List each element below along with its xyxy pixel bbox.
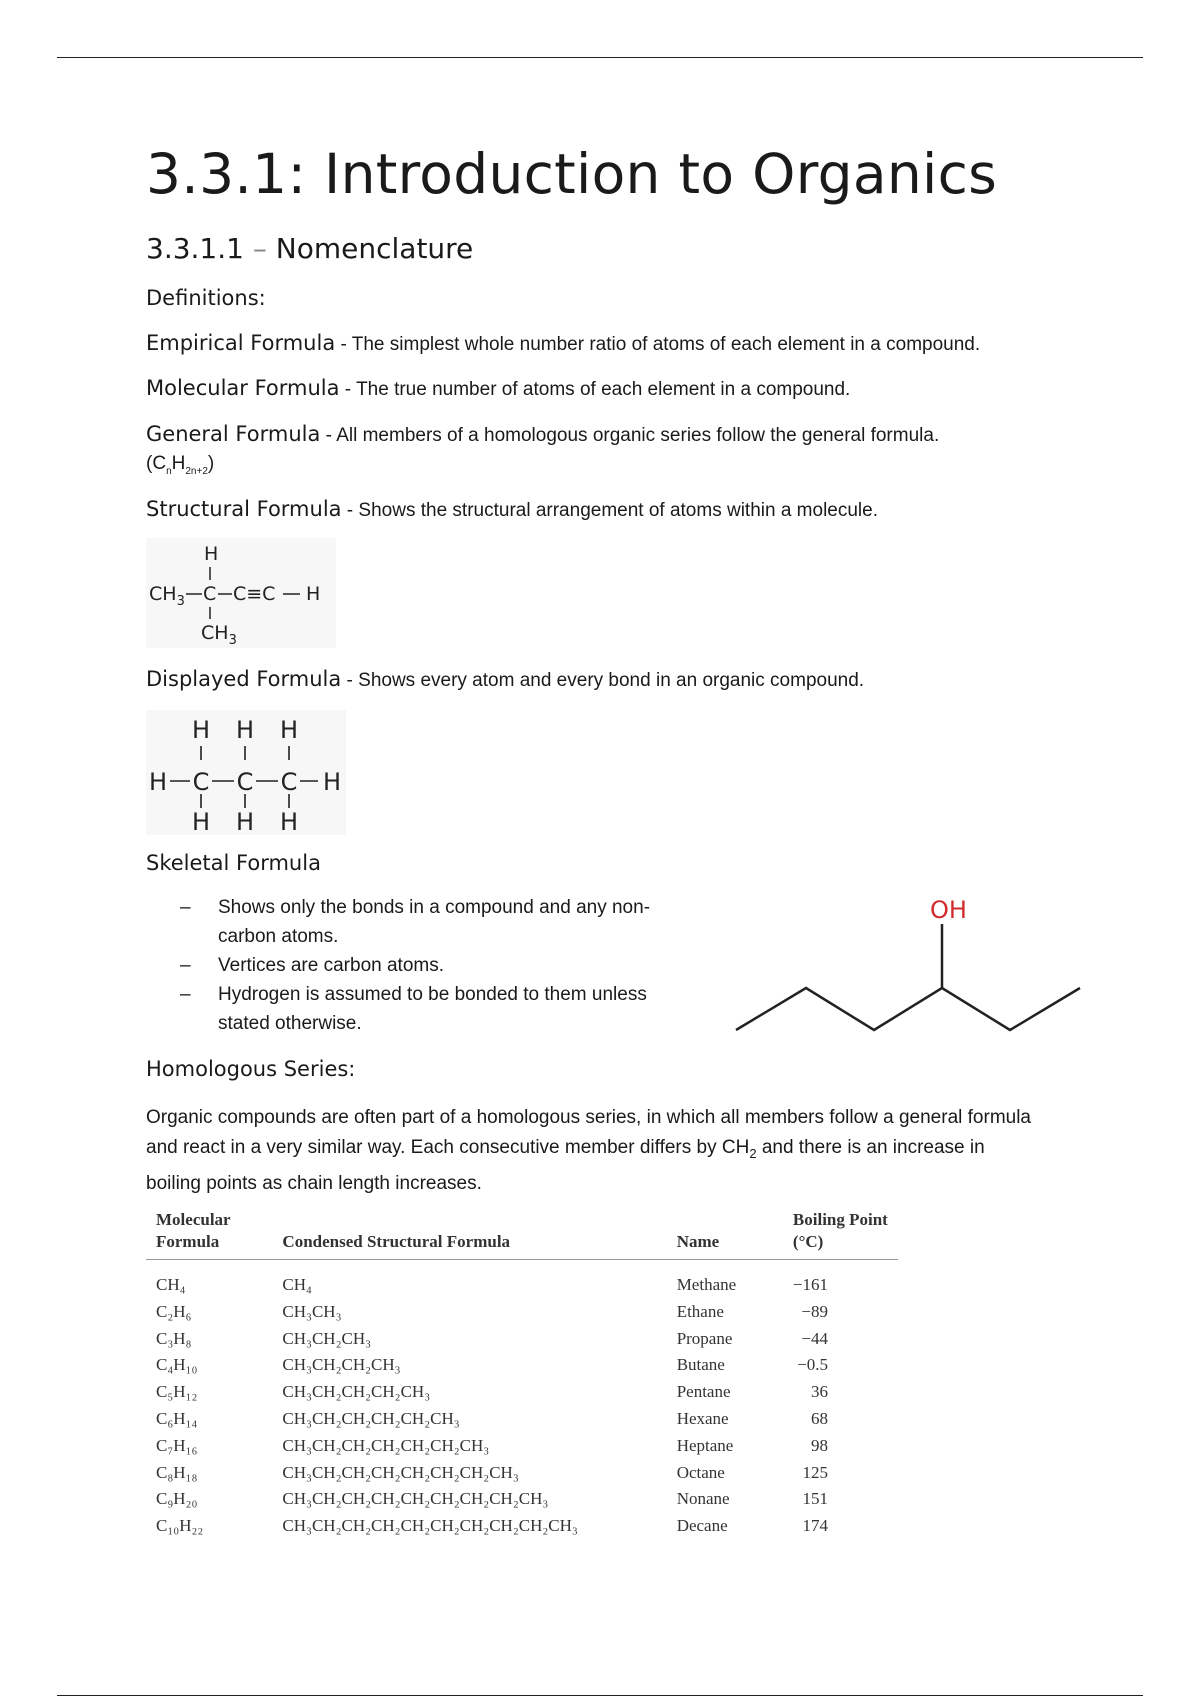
cell-molecular: C₇H₁₆ — [156, 1435, 198, 1455]
section-heading — [146, 232, 473, 265]
cell-condensed: CH₃CH₂CH₃ — [282, 1328, 372, 1348]
atom-h: H — [279, 716, 299, 744]
paragraph-text: Organic compounds are often part of a homologous series, in which all members follow a general formula and react in a very similar way. Each consecutive member differs by CH — [146, 1107, 1032, 1158]
skeletal-heading: Skeletal Formula — [146, 851, 321, 875]
cell-boiling-point: 174 — [802, 1516, 828, 1536]
cell-boiling-point: −161 — [792, 1275, 828, 1294]
cell-condensed: CH₄ — [282, 1275, 312, 1294]
homologous-heading: Homologous Series: — [146, 1057, 356, 1081]
definition-desc: The true number of atoms of each element in a compound. — [356, 379, 851, 400]
formula-sub: 2n+2 — [185, 465, 208, 477]
carbon-chain — [736, 988, 1080, 1030]
cell-name: Heptane — [676, 1435, 734, 1455]
cell-condensed: CH₃CH₃ — [282, 1301, 342, 1321]
bullet-text: Hydrogen is assumed to be bonded to them unless stated otherwise. — [218, 984, 647, 1034]
table-row — [146, 1406, 898, 1433]
cell-name: Octane — [676, 1462, 725, 1482]
section-dash: – — [252, 232, 267, 265]
cell-condensed: CH₃CH₂CH₂CH₃ — [282, 1355, 401, 1375]
atom-sub: 3 — [176, 594, 185, 609]
definition-desc: Shows every atom and every bond in an organic compound. — [358, 670, 865, 691]
atom-ch: CH — [149, 583, 177, 605]
table-row — [146, 1352, 898, 1379]
paragraph-text: and there is an increase in boiling points as chain length increases. — [146, 1137, 985, 1194]
skeletal-formula-diagram — [730, 890, 1090, 1040]
cell-name: Decane — [676, 1516, 728, 1536]
cell-name: Butane — [676, 1355, 725, 1375]
table-row — [146, 1299, 898, 1326]
bullet-text: Vertices are carbon atoms. — [218, 955, 444, 976]
cell-boiling-point: −44 — [801, 1328, 828, 1348]
displayed-formula-diagram — [146, 710, 346, 835]
atom-h: H — [235, 808, 255, 835]
cell-name: Nonane — [676, 1489, 730, 1509]
cell-condensed: CH₃CH₂CH₂CH₂CH₂CH₃ — [282, 1408, 460, 1428]
cell-condensed: CH₃CH₂CH₂CH₂CH₂CH₂CH₂CH₃ — [282, 1462, 519, 1482]
table-row — [146, 1433, 898, 1460]
atom-h: H — [322, 768, 342, 796]
cell-boiling-point: 98 — [811, 1435, 828, 1455]
cell-molecular: C₆H₁₄ — [156, 1408, 198, 1428]
definition-sep: - — [341, 670, 359, 691]
cell-molecular: C₂H₆ — [156, 1301, 192, 1321]
bullet-mark: – — [180, 984, 191, 1005]
cell-name: Propane — [676, 1328, 733, 1348]
table-row — [146, 1379, 898, 1406]
cell-boiling-point: −0.5 — [797, 1355, 828, 1375]
table-header-row — [146, 1205, 898, 1260]
atom-c: C — [236, 768, 254, 796]
cell-molecular: CH₄ — [156, 1275, 186, 1294]
atom-c: C — [280, 768, 298, 796]
cell-molecular: C₅H₁₂ — [156, 1382, 198, 1402]
definition-sep: - — [339, 379, 357, 400]
cell-condensed: CH₃CH₂CH₂CH₂CH₂CH₂CH₃ — [282, 1435, 490, 1455]
definitions-heading: Definitions: — [146, 286, 266, 310]
bullet-mark: – — [180, 897, 191, 918]
definition-desc: Shows the structural arrangement of atoms within a molecule. — [358, 500, 878, 521]
table-body — [146, 1260, 898, 1540]
definition-molecular — [146, 375, 1066, 403]
header-name: Name — [667, 1205, 783, 1260]
atom-sub: 3 — [228, 633, 237, 648]
definition-sep: - — [341, 500, 359, 521]
formula-open: (C — [146, 453, 167, 474]
definition-structural — [146, 496, 1066, 524]
table-row — [146, 1326, 898, 1353]
paragraph-sub: 2 — [749, 1145, 757, 1161]
cell-condensed: CH₃CH₂CH₂CH₂CH₂CH₂CH₂CH₂CH₂CH₃ — [282, 1516, 578, 1536]
atom-c-center: C — [203, 583, 217, 605]
atom-ch: CH — [201, 622, 229, 644]
list-item — [180, 980, 700, 1038]
cell-molecular: C₄H₁₀ — [156, 1355, 198, 1375]
definition-desc: The simplest whole number ratio of atoms of each element in a compound. — [351, 334, 981, 355]
cell-molecular: C₁₀H₂₂ — [156, 1516, 204, 1536]
definition-desc: All members of a homologous organic series follow the general formula. — [336, 425, 940, 446]
cell-boiling-point: 125 — [802, 1462, 828, 1482]
bullet-text: Shows only the bonds in a compound and any non-carbon atoms. — [218, 897, 651, 947]
cell-name: Ethane — [676, 1301, 724, 1321]
definition-term: Empirical Formula — [146, 331, 336, 355]
cell-name: Pentane — [676, 1382, 731, 1402]
page-title: 3.3.1: Introduction to Organics — [146, 142, 998, 206]
table-row — [146, 1486, 898, 1513]
cell-boiling-point: −89 — [801, 1301, 828, 1321]
definition-sep: - — [320, 425, 337, 446]
bullet-mark: – — [180, 955, 191, 976]
cell-boiling-point: 68 — [811, 1408, 828, 1428]
cell-boiling-point: 151 — [802, 1489, 828, 1509]
definition-displayed — [146, 666, 1066, 694]
atom-h: H — [148, 768, 168, 796]
definition-sep: - — [335, 334, 352, 355]
cell-boiling-point: 36 — [811, 1382, 828, 1402]
formula-close: ) — [207, 453, 215, 474]
oh-label: OH — [930, 896, 967, 924]
definition-term: Molecular Formula — [146, 376, 340, 400]
section-number: 3.3.1.1 — [146, 232, 244, 265]
table-row — [146, 1513, 898, 1540]
atom-triple-bond: C≡C — [233, 583, 276, 605]
definition-term: Structural Formula — [146, 497, 342, 521]
header-boiling-point: Boiling Point (°C) — [783, 1205, 898, 1260]
atom-h: H — [279, 808, 299, 835]
homologous-paragraph — [146, 1103, 1036, 1199]
cell-molecular: C₉H₂₀ — [156, 1489, 198, 1509]
formula-h: H — [171, 453, 186, 474]
definition-term: Displayed Formula — [146, 667, 342, 691]
table-row — [146, 1260, 898, 1299]
cell-name: Methane — [676, 1275, 737, 1294]
general-formula — [146, 453, 215, 477]
cell-name: Hexane — [676, 1408, 729, 1428]
bottom-rule — [57, 1695, 1143, 1696]
atom-h: H — [191, 808, 211, 835]
section-name: Nomenclature — [275, 232, 474, 265]
cell-condensed: CH₃CH₂CH₂CH₂CH₂CH₂CH₂CH₂CH₃ — [282, 1489, 549, 1509]
header-condensed: Condensed Structural Formula — [272, 1205, 666, 1260]
homologous-table — [146, 1205, 898, 1540]
header-molecular: Molecular Formula — [146, 1205, 272, 1260]
atom-c: C — [192, 768, 210, 796]
structural-formula-diagram — [146, 538, 336, 648]
cell-molecular: C₃H₈ — [156, 1328, 192, 1348]
top-rule — [57, 57, 1143, 58]
atom-h-right: H — [306, 583, 321, 605]
definition-general — [146, 421, 1066, 485]
definition-empirical — [146, 330, 1066, 358]
atom-h-top: H — [204, 543, 219, 565]
cell-molecular: C₈H₁₈ — [156, 1462, 198, 1482]
atom-h: H — [235, 716, 255, 744]
definition-term: General Formula — [146, 422, 321, 446]
list-item — [180, 893, 700, 951]
atom-h: H — [191, 716, 211, 744]
cell-condensed: CH₃CH₂CH₂CH₂CH₃ — [282, 1382, 431, 1402]
list-item — [180, 951, 700, 980]
skeletal-bullets — [180, 893, 700, 1038]
formula-n: n — [166, 465, 172, 477]
table-row — [146, 1460, 898, 1487]
